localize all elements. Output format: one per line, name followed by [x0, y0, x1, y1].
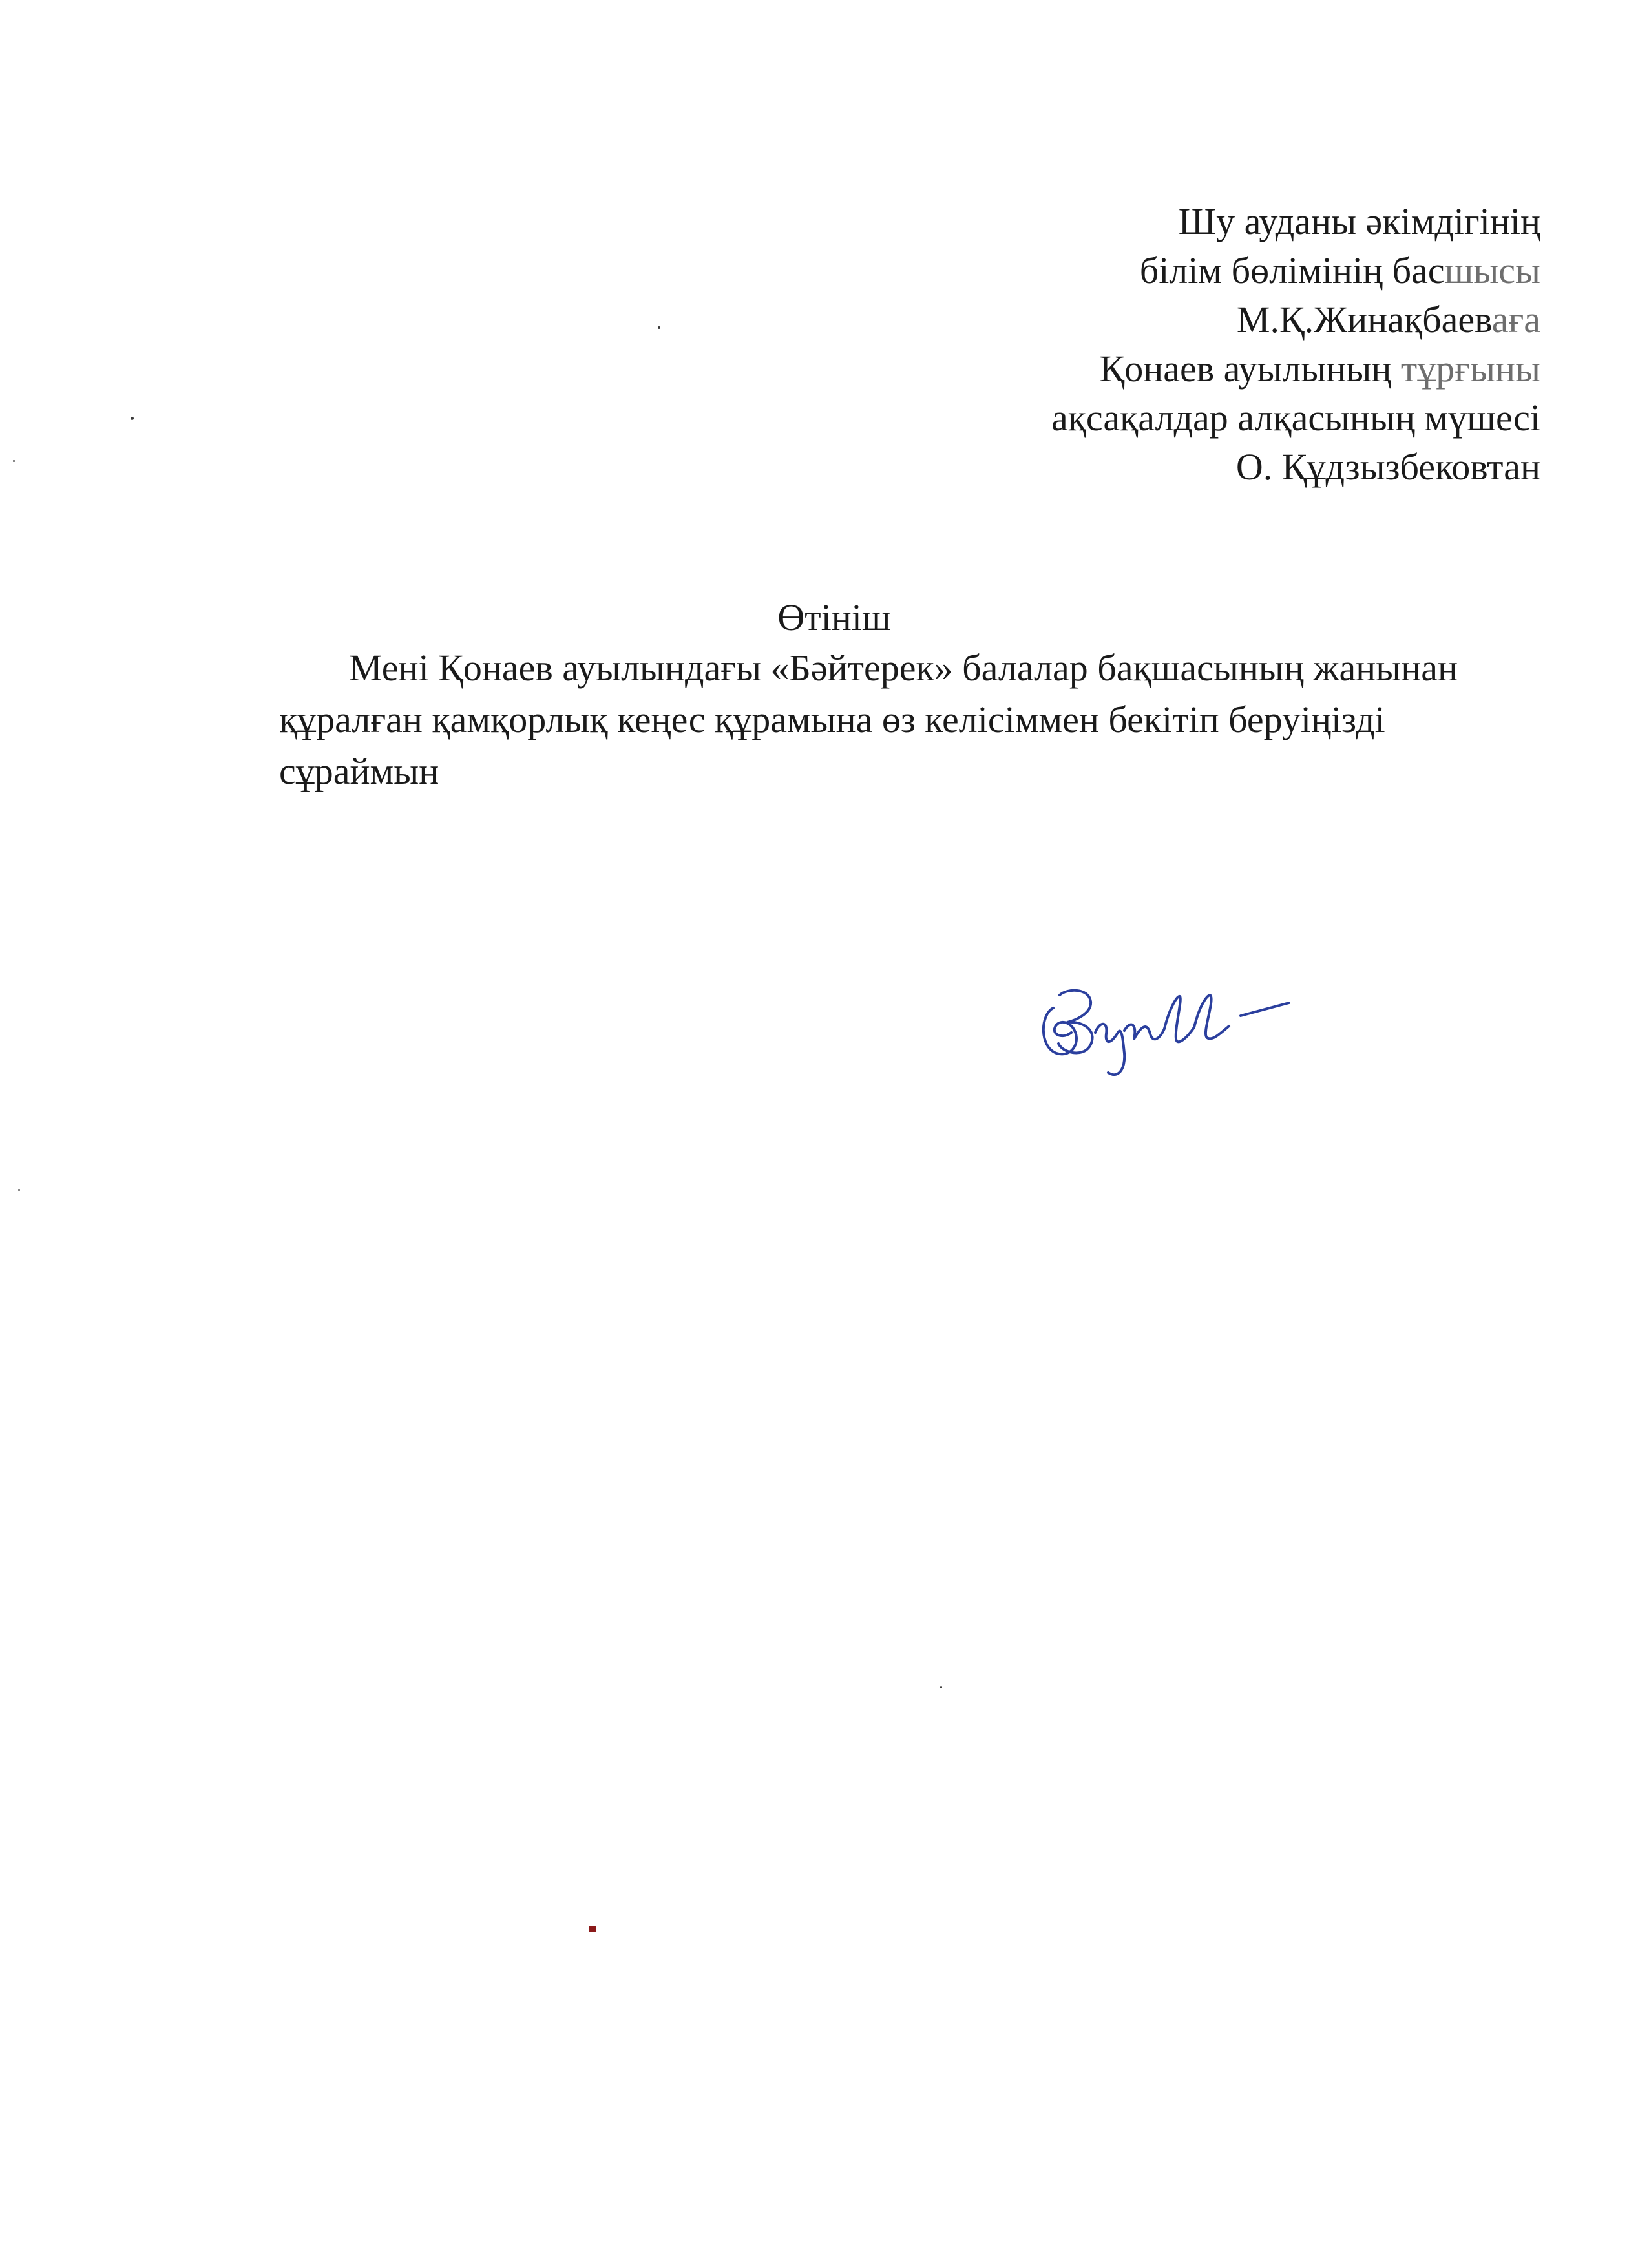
body-line-3: сұраймын — [279, 750, 439, 792]
sender-line-membership: ақсақалдар алқасының мүшесі — [1051, 397, 1540, 439]
scan-speck — [18, 1189, 20, 1191]
body-line-1: Мені Қонаев ауылындағы «Бәйтерек» балалар бақшасының жанынан — [349, 647, 1458, 689]
ink-mark — [589, 1926, 596, 1932]
handwritten-signature — [1027, 956, 1299, 1086]
request-body — [279, 642, 1507, 797]
scan-speck — [13, 460, 15, 462]
scan-speck — [131, 417, 134, 420]
addressee-line-recipient: М.Қ.Жинақбаеваға — [1236, 299, 1540, 341]
sender-line-residence: Қонаев ауылының тұрғыны — [1099, 348, 1540, 390]
body-line-2: құралған қамқорлық кеңес құрамына өз келісіммен бекітіп беруіңізді — [279, 698, 1385, 740]
addressee-line-district: Шу ауданы әкімдігінің — [1178, 200, 1540, 242]
sender-line-name: О. Құдзызбековтан — [1235, 446, 1540, 488]
document-title: Өтініш — [777, 596, 891, 638]
scan-speck — [658, 326, 660, 329]
scan-speck — [940, 1686, 942, 1688]
addressee-block — [636, 197, 1540, 492]
addressee-line-position: білім бөлімінің басшысы — [1139, 249, 1540, 291]
